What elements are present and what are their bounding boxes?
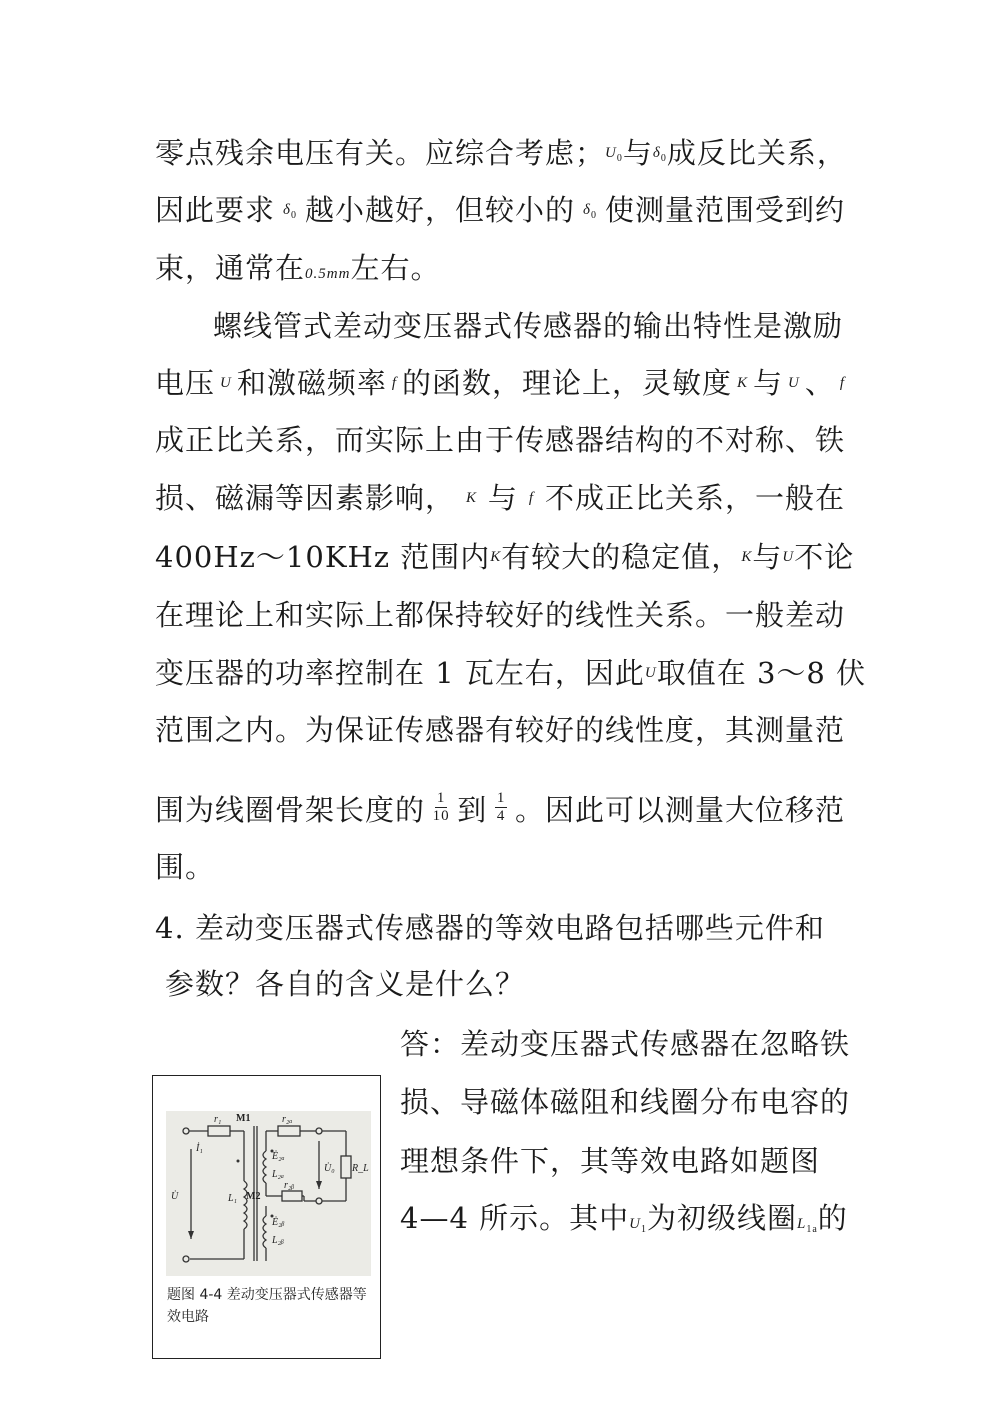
- label-r2a: r₂ₐ: [282, 1114, 293, 1125]
- text-line: 围为线圈骨架长度的 $\frac{1}{10}$ 到 $\frac{1}{4}$ 。因此可以测量大位移范: [155, 790, 845, 830]
- symbol-K: K: [465, 490, 477, 506]
- label-r2b: r₂ᵦ: [284, 1180, 295, 1191]
- figure-box: [152, 1075, 381, 1359]
- label-M1: M1: [236, 1113, 251, 1124]
- value-0.5mm: 0.5mm: [305, 266, 351, 282]
- answer-line: 理想条件下，其等效电路如题图: [400, 1144, 821, 1178]
- symbol-U: U: [644, 665, 657, 681]
- text-line: 零点残余电压有关。应综合考虑； $U_0$ 与 $\delta_0$ 成反比关系，: [155, 133, 845, 179]
- symbol-K: K: [736, 375, 748, 391]
- fraction-1-10: $\frac{1}{10}$: [432, 790, 450, 824]
- label-M2: M2: [246, 1191, 261, 1202]
- symbol-delta0: $\delta_0$: [283, 202, 297, 221]
- symbol-U1: $U_1$: [629, 1216, 647, 1235]
- symbol-L1a: $L_{1a}$: [796, 1216, 818, 1235]
- label-U0: U̇₀: [324, 1163, 335, 1174]
- symbol-U: U: [787, 375, 800, 391]
- answer-line: 答：差动变压器式传感器在忽略铁: [400, 1027, 851, 1061]
- answer-line: 4—4 所示。其中$U_1$为初级线圈$L_{1a}$的: [400, 1201, 848, 1235]
- label-E2a: Ė₂ₐ: [272, 1151, 285, 1162]
- symbol-f: f: [391, 375, 397, 391]
- text-line: 在理论上和实际上都保持较好的线性关系。一般差动: [155, 598, 846, 632]
- symbol-f: f: [839, 375, 845, 391]
- text-line: 螺线管式差动变压器式传感器的输出特性是激励: [213, 309, 844, 343]
- label-U: U̇: [171, 1191, 179, 1202]
- text-line: 因此要求 $\delta_0$ 越小越好，但较小的 $\delta_0$ 使测量范围受到约: [155, 190, 845, 236]
- text-line: 成正比关系，而实际上由于传感器结构的不对称、铁: [155, 423, 846, 457]
- symbol-f: f: [528, 490, 535, 506]
- label-E2b: Ė₂ᵦ: [272, 1217, 285, 1228]
- symbol-K: K: [741, 549, 753, 565]
- circuit-diagram: [166, 1111, 371, 1276]
- question-heading: 参数？各自的含义是什么？: [165, 967, 526, 1001]
- label-I1: İ₁: [196, 1143, 203, 1154]
- text-line: 损、磁漏等因素影响， K 与 f 不成正比关系，一般在: [155, 478, 845, 518]
- fraction-1-4: $\frac{1}{4}$: [496, 790, 506, 824]
- answer-line: 损、导磁体磁阻和线圈分布电容的: [400, 1085, 851, 1119]
- symbol-delta0: $\delta_0$: [582, 202, 597, 221]
- figure-caption: 题图 4-4 差动变压器式传感器等效电路: [167, 1287, 367, 1325]
- symbol-K: K: [490, 549, 502, 565]
- question-heading: 4. 差动变压器式传感器的等效电路包括哪些元件和: [155, 911, 825, 945]
- symbol-U: U: [782, 549, 795, 565]
- text-line: 束，通常在0.5mm左右。: [155, 251, 441, 285]
- text-line: 变压器的功率控制在 1 瓦左右，因此 U 取值在 3～8 伏: [155, 653, 845, 693]
- symbol-delta0: $\delta_0$: [652, 145, 667, 164]
- text-line: 电压 U 和激磁频率 f 的函数，理论上，灵敏度 K 与 U 、 f: [155, 363, 845, 403]
- label-L2b: L₂ᵦ: [272, 1235, 284, 1246]
- symbol-U0: $U_0$: [605, 145, 623, 164]
- label-r1: r₁: [214, 1114, 222, 1125]
- text-line: 范围之内。为保证传感器有较好的线性度，其测量范: [155, 713, 846, 747]
- text-line: 围。: [155, 850, 216, 884]
- symbol-U: U: [220, 375, 232, 391]
- label-L1: L₁: [228, 1193, 238, 1204]
- label-L2a: L₂ₐ: [272, 1169, 284, 1180]
- label-RL: R_L: [352, 1163, 369, 1174]
- text-line: 400Hz～10KHz 范围内 K 有较大的稳定值， K 与 U 不论: [155, 537, 845, 577]
